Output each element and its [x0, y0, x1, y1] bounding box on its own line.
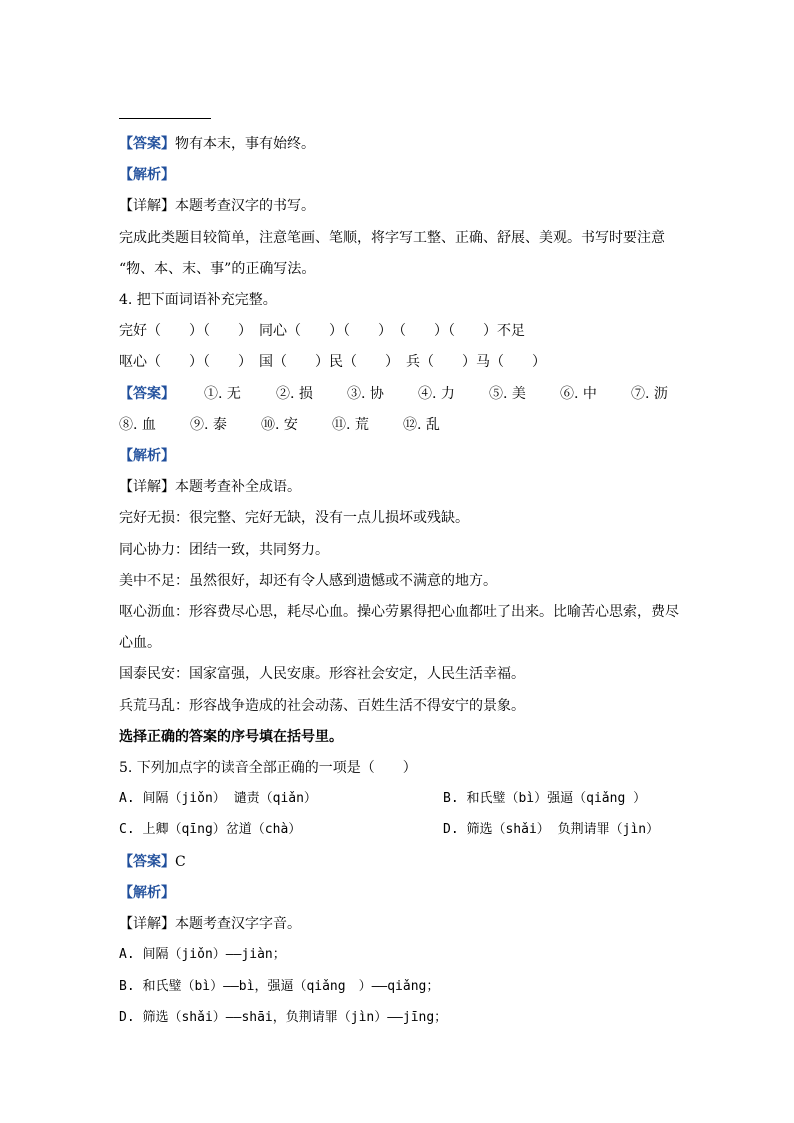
q3-explain-line-1: 完成此类题目较简单，注意笔画、笔顺，将字写工整、正确、舒展、美观。书写时要注意 [119, 230, 665, 246]
answer-item: ⑤. 美 [489, 386, 526, 402]
answer-item: ⑥. 中 [560, 386, 597, 402]
answer-item: ⑩. 安 [261, 417, 298, 433]
answer-item: ⑧. 血 [119, 417, 156, 433]
idiom-explanation: 国泰民安：国家富强，人民安康。形容社会安定，人民生活幸福。 [119, 666, 525, 682]
q5-option-c: C. 上卿（qīng）岔道（chà） [119, 822, 302, 837]
divider-line [119, 118, 211, 119]
answer-tag: 【答案】 [119, 854, 175, 870]
answer-item: ③. 协 [347, 386, 384, 402]
answer-item: ⑦. 沥 [631, 386, 668, 402]
detail-tag: 【详解】 [119, 479, 175, 495]
q3-explain-line-2: “物、本、末、事”的正确写法。 [119, 261, 316, 277]
q4-blanks-row-1: 完好（ ）（ ） 同心（ ）（ ） （ ）（ ）不足 [119, 323, 525, 339]
answer-item: ⑨. 泰 [190, 417, 227, 433]
detail-text: 本题考查汉字字音。 [175, 916, 301, 932]
q3-analysis-line [119, 166, 175, 184]
detail-text: 本题考查汉字的书写。 [175, 198, 315, 214]
answer-tag: 【答案】 [119, 136, 175, 152]
q5-fix-a: A. 间隔（jiǒn）——jiàn； [119, 947, 286, 962]
answer-tag: 【答案】 [119, 386, 175, 402]
idiom-explanation: 同心协力：团结一致，共同努力。 [119, 542, 329, 558]
q5-answer-line [119, 853, 186, 871]
q5-analysis-line [119, 884, 175, 902]
q4-blanks-row-2: 呕心（ ）（ ） 国（ ）民（ ） 兵（ ）马（ ） [119, 354, 546, 370]
q5-stem: 5. 下列加点字的读音全部正确的一项是（ ） [119, 760, 417, 776]
q5-option-b: B. 和氏璧（bì）强逼（qiǎng ） [443, 791, 647, 806]
analysis-tag: 【解析】 [119, 167, 175, 183]
detail-tag: 【详解】 [119, 198, 175, 214]
answer-item: ⑫. 乱 [403, 417, 440, 433]
analysis-tag: 【解析】 [119, 885, 175, 901]
q4-analysis-line [119, 447, 175, 465]
q4-answer-line-1 [119, 385, 679, 403]
q5-detail-line [119, 915, 301, 933]
idiom-explanation: 呕心沥血：形容费尽心思，耗尽心血。操心劳累得把心血都吐了出来。比喻苦心思索，费尽 [119, 604, 679, 620]
section-heading: 选择正确的答案的序号填在括号里。 [119, 729, 343, 745]
q5-option-d: D. 筛选（shǎi） 负荆请罪（jìn） [443, 822, 660, 837]
idiom-explanation: 心血。 [119, 635, 161, 651]
q4-stem: 4. 把下面词语补充完整。 [119, 292, 277, 308]
answer-item: ⑪. 荒 [332, 417, 369, 433]
answer-item: ②. 损 [276, 386, 313, 402]
idiom-explanation: 美中不足：虽然很好，却还有令人感到遗憾或不满意的地方。 [119, 573, 497, 589]
q5-fix-b: B. 和氏璧（bì）——bì，强逼（qiǎng ）——qiǎng； [119, 979, 440, 994]
q3-answer-line [119, 135, 315, 153]
answer-text: C [175, 854, 186, 870]
analysis-tag: 【解析】 [119, 448, 175, 464]
answer-item: ④. 力 [418, 386, 455, 402]
q5-option-a: A. 间隔（jiǒn） 谴责（qiǎn） [119, 791, 317, 806]
idiom-explanation: 完好无损：很完整、完好无缺，没有一点儿损坏或残缺。 [119, 510, 469, 526]
idiom-explanation: 兵荒马乱：形容战争造成的社会动荡、百姓生活不得安宁的景象。 [119, 698, 525, 714]
answer-item: ①. 无 [204, 386, 241, 402]
q5-fix-d: D. 筛选（shǎi）——shāi，负荆请罪（jìn）——jīng； [119, 1010, 448, 1025]
detail-text: 本题考查补全成语。 [175, 479, 301, 495]
q4-detail-line [119, 478, 301, 496]
answer-text: 物有本末，事有始终。 [175, 136, 315, 152]
q3-detail-line [119, 197, 315, 215]
detail-tag: 【详解】 [119, 916, 175, 932]
